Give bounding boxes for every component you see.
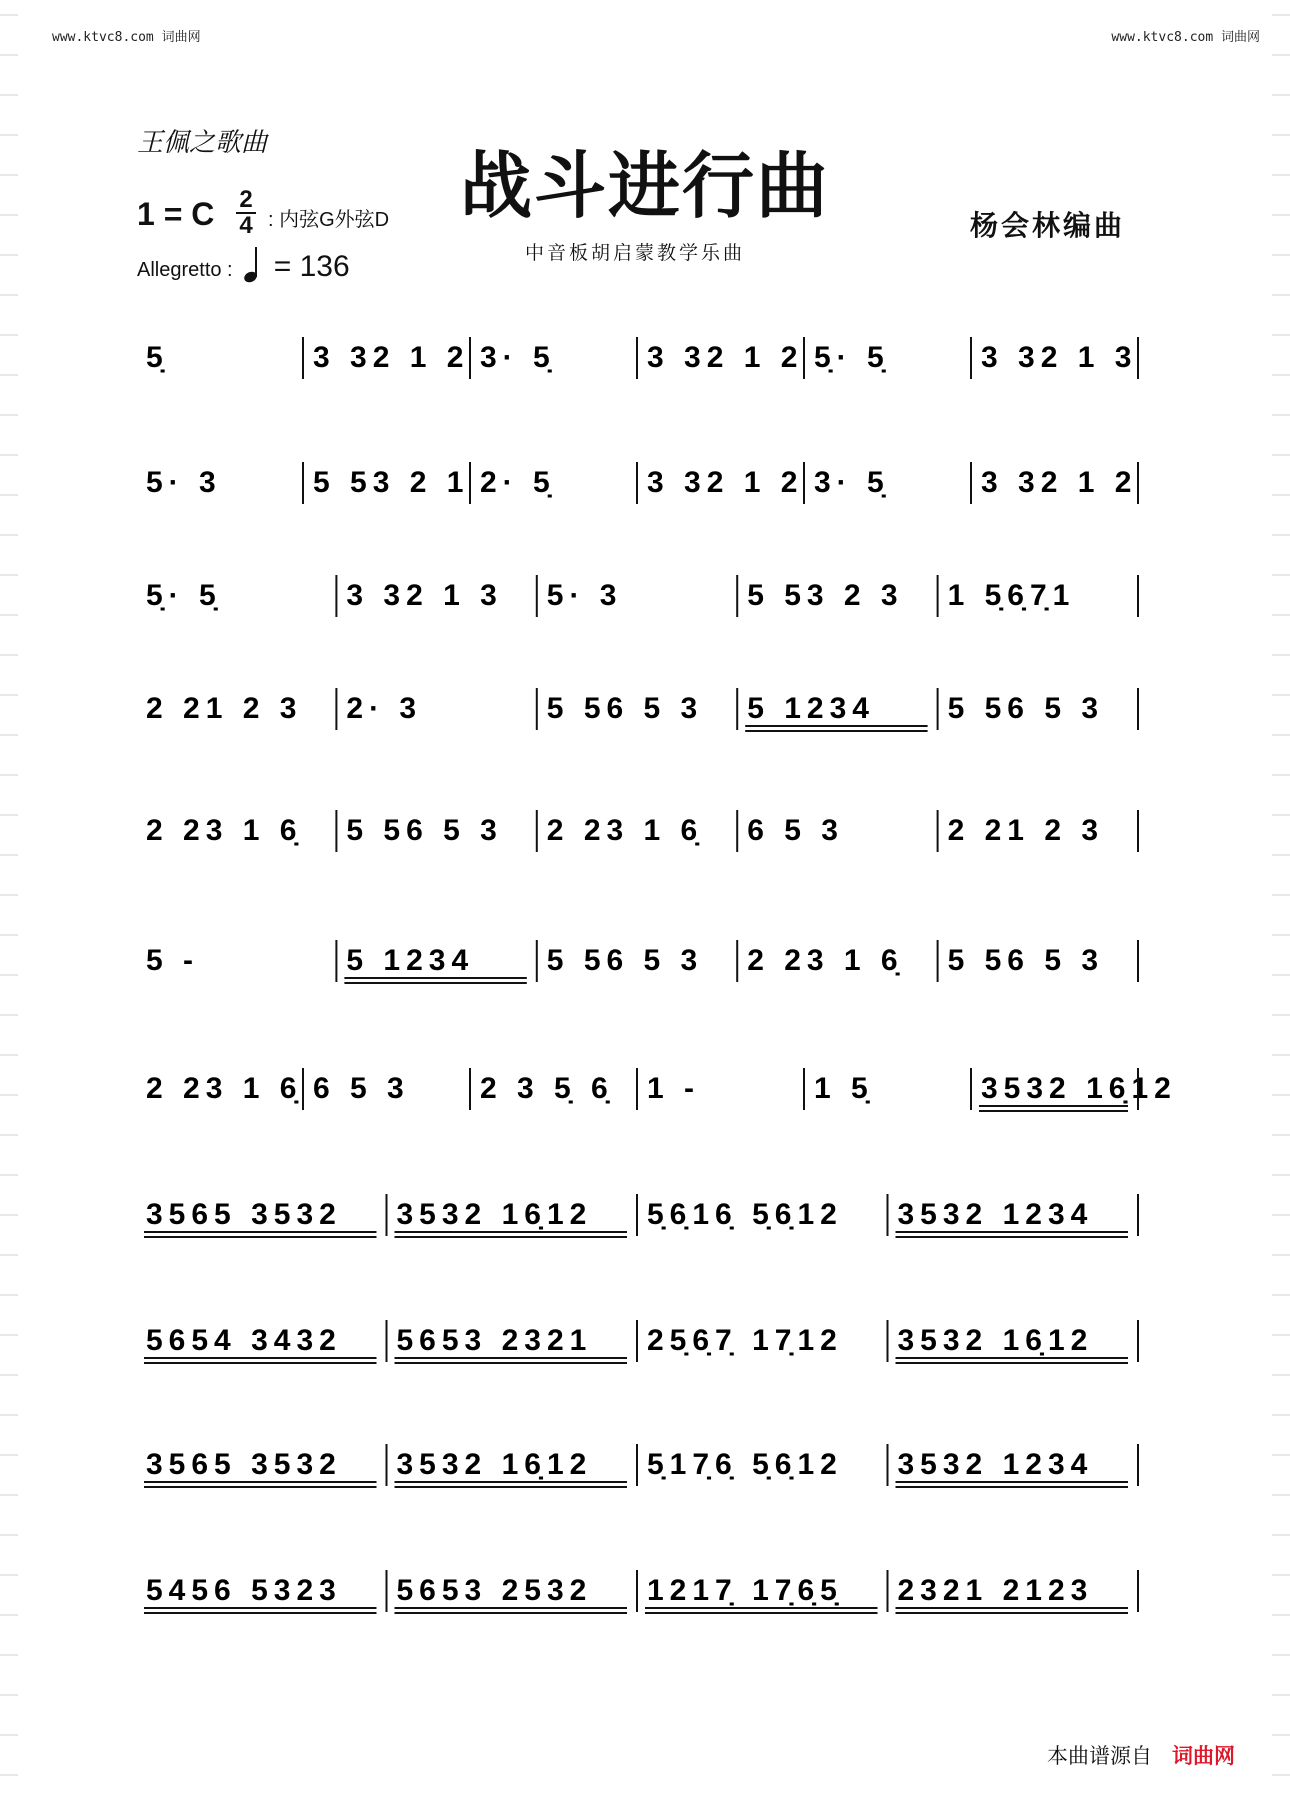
measure-notes: 5 56 5 3	[947, 692, 1105, 725]
footer-credit	[1047, 1740, 1235, 1770]
measure-notes: 5̣6̣16̣ 5̣6̣12	[647, 1198, 843, 1231]
measure-notes: 25̣6̣7̣ 17̣12	[647, 1324, 843, 1357]
measure-notes: 5̣· 5̣	[814, 341, 890, 374]
measure-notes: 1 -	[647, 1072, 701, 1105]
measure-notes: 3532 16̣12	[396, 1198, 593, 1231]
measure-notes: 3 32 1 2	[647, 341, 804, 374]
score-row	[146, 810, 1138, 852]
measure-notes: 1 5̣	[814, 1072, 874, 1105]
measure-notes: 2321 2123	[897, 1574, 1094, 1607]
measure-notes: 5653 2532	[396, 1574, 593, 1607]
measure-notes: 5̣· 5̣	[146, 579, 222, 612]
subtitle: 中音板胡启蒙教学乐曲	[525, 242, 746, 264]
score-row	[146, 575, 1138, 617]
footer-source: 本曲谱源自	[1047, 1744, 1152, 1768]
singer-credit: 王佩之歌曲	[137, 128, 268, 158]
measure-notes: 2· 3	[346, 692, 423, 725]
site-watermark-left: www.ktvc8.com 词曲网	[52, 30, 201, 45]
score-row	[144, 1570, 1138, 1613]
measure-notes: 2 21 2 3	[947, 814, 1105, 847]
measure-notes: 3· 5̣	[814, 466, 890, 499]
measure-notes: 3532 16̣12	[981, 1072, 1177, 1105]
measure-notes: 2 23 1 6̣	[546, 814, 704, 847]
measure-notes: 1217̣ 17̣6̣5̣	[647, 1574, 843, 1607]
measure-notes: 2 23 1 6̣	[747, 944, 904, 977]
score-row	[146, 940, 1138, 983]
measure-notes: 2· 5̣	[480, 466, 556, 499]
measure-notes: 3565 3532	[146, 1198, 342, 1231]
measure-notes: 3 32 1 3	[981, 341, 1138, 374]
score-row	[146, 337, 1138, 379]
score-row	[144, 1194, 1138, 1237]
measure-notes: 2 23 1 6̣	[146, 814, 303, 847]
measure-notes: 5 53 2 3	[747, 579, 904, 612]
score-row	[146, 1068, 1177, 1111]
measure-notes: 5· 3	[146, 466, 222, 499]
measure-notes: 5653 2321	[396, 1324, 593, 1357]
measure-notes: 5 56 5 3	[546, 692, 704, 725]
measure-notes: 5456 5323	[146, 1574, 342, 1607]
measure-notes: 3565 3532	[146, 1448, 342, 1481]
measure-notes: 3 32 1 2	[647, 466, 804, 499]
measure-notes: 5̣	[146, 341, 169, 374]
measure-notes: 5 -	[146, 944, 200, 977]
measure-notes: 5 56 5 3	[546, 944, 704, 977]
measure-notes: 2 21 2 3	[146, 692, 303, 725]
measure-notes: 5 1234	[747, 692, 875, 725]
measure-notes: 6 5 3	[313, 1072, 410, 1105]
measure-notes: 5654 3432	[146, 1324, 342, 1357]
tempo-label: Allegretto :	[137, 259, 233, 281]
measure-notes: 3532 1234	[897, 1198, 1094, 1231]
measure-notes: 2 3 5̣ 6̣	[480, 1072, 614, 1105]
measure-notes: 6 5 3	[747, 814, 844, 847]
measure-notes: 1 5̣6̣7̣1	[947, 579, 1076, 612]
measure-notes: 3 32 1 2	[981, 466, 1138, 499]
measure-notes: 5 56 5 3	[346, 814, 503, 847]
measure-notes: 3 32 1 3	[346, 579, 503, 612]
measure-notes: 5 56 5 3	[947, 944, 1105, 977]
measure-notes: 3532 1234	[897, 1448, 1094, 1481]
time-signature-top: 2	[239, 186, 253, 213]
tuning-note: : 内弦G外弦D	[268, 209, 390, 231]
measure-notes: 3532 16̣12	[897, 1324, 1094, 1357]
page-title: 战斗进行曲	[460, 144, 831, 228]
key-signature: 1 = C	[137, 196, 215, 232]
time-signature-bottom: 4	[239, 212, 253, 239]
measure-notes: 5̣17̣6̣ 5̣6̣12	[647, 1448, 843, 1481]
score-row	[144, 1444, 1138, 1487]
measure-notes: 3532 16̣12	[396, 1448, 593, 1481]
measure-notes: 3 32 1 2	[313, 341, 470, 374]
site-watermark-right: www.ktvc8.com 词曲网	[1111, 30, 1260, 45]
tempo-value: = 136	[273, 250, 350, 283]
measure-notes: 5· 3	[546, 579, 623, 612]
measure-notes: 5 1234	[346, 944, 475, 977]
arranger-credit: 杨会林编曲	[970, 209, 1126, 242]
measure-notes: 5 53 2 1	[313, 466, 470, 499]
measure-notes: 3· 5̣	[480, 341, 556, 374]
score-row	[144, 1320, 1138, 1363]
measure-notes: 2 23 1 6̣	[146, 1072, 303, 1105]
score-row	[146, 462, 1138, 504]
score-row	[146, 688, 1138, 731]
footer-brand: 词曲网	[1172, 1744, 1235, 1768]
